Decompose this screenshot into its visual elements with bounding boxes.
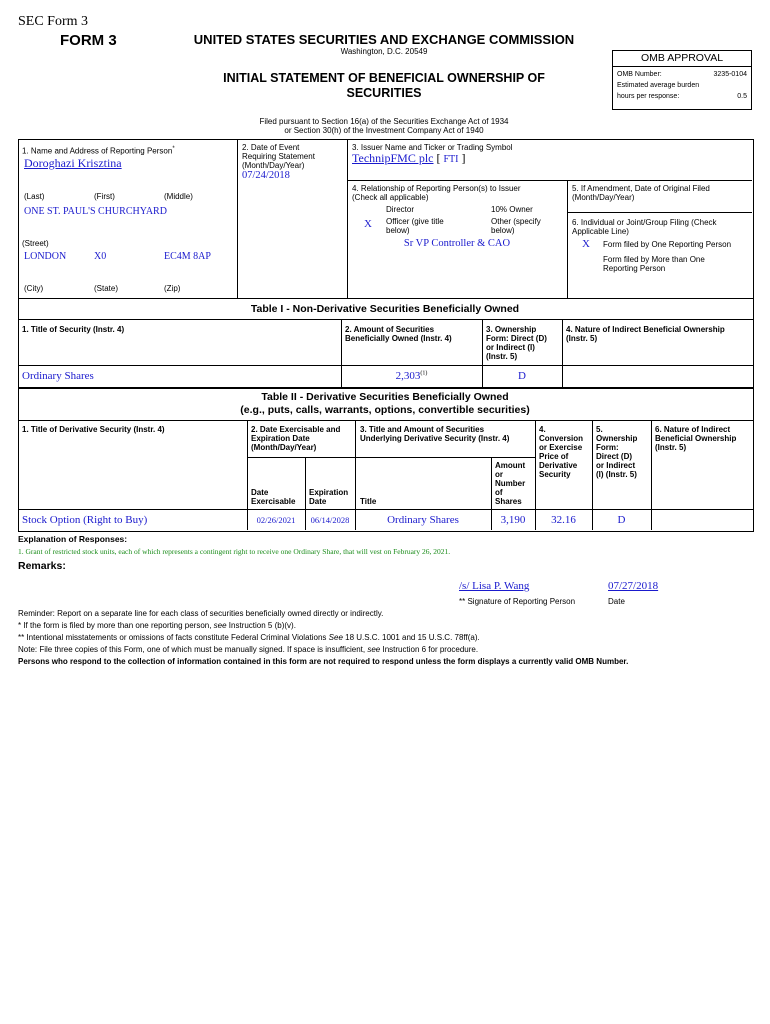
footer-line-4a: Note: File three copies of this Form, one of which must be manually signed. If space is insufficient, — [18, 645, 368, 654]
footer-line-3c: 18 U.S.C. 1001 and 15 U.S.C. 78ff(a). — [342, 633, 480, 642]
footer-line-4c: Instruction 6 for procedure. — [380, 645, 479, 654]
last-label: (Last) — [24, 192, 45, 201]
form-title-line1: INITIAL STATEMENT OF BENEFICIAL OWNERSHIP OF — [223, 71, 545, 85]
t1-col-ownership-3: or Indirect (I) — [486, 343, 535, 352]
event-label-3: (Month/Day/Year) — [242, 161, 305, 170]
footer-line-5: Persons who respond to the collection of information contained in this form are not required to respond unless the form displays a currently valid OMB Number. — [18, 657, 629, 666]
t1-col-ownership-2: Form: Direct (D) — [486, 334, 547, 343]
t2-col-title: 1. Title of Derivative Security (Instr. 4) — [22, 425, 165, 434]
t2-col-price — [539, 425, 583, 479]
one-person-label: Form filed by One Reporting Person — [603, 240, 732, 249]
issuer-value: TechnipFMC plc [ FTI ] — [352, 151, 466, 165]
form-label: FORM 3 — [60, 32, 117, 49]
t2-col-ownership-5: or Indirect — [596, 461, 636, 470]
event-date-label — [242, 143, 315, 170]
t1-col-nature-2: (Instr. 5) — [566, 334, 598, 343]
footer-line-4 — [18, 644, 758, 656]
other-label — [491, 217, 541, 235]
t1-col-amount — [345, 325, 452, 343]
t2-col-dates-1: 2. Date Exercisable and — [251, 425, 341, 434]
omb-number-label: OMB Number: — [617, 71, 662, 78]
issuer-label: 3. Issuer Name and Ticker or Trading Symbol — [352, 143, 513, 152]
signature-date: 07/27/2018 — [608, 580, 659, 592]
t2-sub-amount-5: Shares — [495, 497, 522, 506]
event-label-1: 2. Date of Event — [242, 143, 300, 152]
t2-col-dates-2: Expiration Date — [251, 434, 310, 443]
reporting-person-star: * — [172, 146, 175, 152]
state-label: (State) — [94, 284, 119, 293]
officer-checkmark[interactable]: X — [364, 218, 372, 230]
t2-col-ownership-1: 5. — [596, 425, 603, 434]
footer-line-2b: see — [213, 621, 227, 630]
t2-col-price-3: or Exercise — [539, 443, 583, 452]
t2-col-ownership-2: Ownership — [596, 434, 638, 443]
t2-sub-date-exercisable — [251, 488, 295, 506]
t2-row-underlying-title: Ordinary Shares — [387, 514, 459, 526]
t1-row-title: Ordinary Shares — [22, 370, 94, 382]
event-date-value: 07/24/2018 — [242, 170, 290, 181]
relationship-label-1: 4. Relationship of Reporting Person(s) to Issuer — [352, 184, 521, 193]
footer-notes — [18, 608, 758, 668]
explanation-heading: Explanation of Responses: — [18, 534, 128, 544]
more-person-label-2: Reporting Person — [603, 264, 666, 273]
omb-title: OMB APPROVAL — [613, 51, 751, 67]
filed-pursuant — [178, 117, 590, 135]
footer-line-2c: Instruction 5 (b)(v). — [226, 621, 296, 630]
t2-sub-amount-1: Amount — [495, 461, 526, 470]
omb-number-value: 3235-0104 — [713, 71, 747, 78]
amendment-label-1: 5. If Amendment, Date of Original Filed — [572, 184, 710, 193]
t1-col-amount-1: 2. Amount of Securities — [345, 325, 435, 334]
t2-sub-expiration — [309, 488, 348, 506]
table-2-title — [18, 391, 752, 417]
explanation-note-1: 1. Grant of restricted stock units, each of which represents a contingent right to receive one Ordinary Share, that will vest on February 26, 2021. — [18, 547, 451, 556]
t1-col-ownership — [486, 325, 547, 361]
t2-col-price-1: 4. — [539, 425, 546, 434]
t2-sub-amount — [495, 461, 525, 506]
street-value: ONE ST. PAUL'S CHURCHYARD — [24, 206, 167, 217]
footer-line-3 — [18, 632, 758, 644]
t1-row-amount-value: 2,303 — [395, 370, 421, 382]
t2-col-nature-1: 6. Nature of Indirect — [655, 425, 731, 434]
t2-row-form: D — [617, 514, 626, 526]
t2-col-ownership-3: Form: — [596, 443, 619, 452]
officer-label-2: below) — [386, 226, 410, 235]
amendment-label-2: (Month/Day/Year) — [572, 193, 635, 202]
form-title — [178, 71, 590, 101]
t2-col-price-6: Security — [539, 470, 571, 479]
sec-form-label: SEC Form 3 — [18, 14, 89, 29]
t2-col-ownership — [596, 425, 637, 479]
t2-sub-title: Title — [360, 497, 377, 506]
issuer-name-link[interactable]: TechnipFMC plc — [352, 151, 434, 165]
more-person-label — [603, 255, 705, 273]
t1-col-ownership-1: 3. Ownership — [486, 325, 537, 334]
ten-pct-label: 10% Owner — [491, 205, 533, 214]
date-label: Date — [608, 597, 625, 606]
t1-col-title: 1. Title of Security (Instr. 4) — [22, 325, 125, 334]
city-label: (City) — [24, 284, 44, 293]
t2-col-dates — [251, 425, 340, 452]
group-filing-label — [572, 218, 717, 236]
amendment-label — [572, 184, 710, 202]
zip-value: EC4M 8AP — [164, 251, 211, 262]
t2-col-ownership-6: (I) (Instr. 5) — [596, 470, 637, 479]
footer-line-1: Reminder: Report on a separate line for each class of securities beneficially owned directly or indirectly. — [18, 609, 384, 618]
reporting-person-label-text: 1. Name and Address of Reporting Person — [22, 146, 173, 156]
t2-sub-amount-2: or — [495, 470, 503, 479]
t2-sub-date-ex-1: Date — [251, 488, 269, 497]
agency-city: Washington, D.C. 20549 — [340, 47, 428, 56]
event-label-2: Requiring Statement — [242, 152, 315, 161]
t1-col-ownership-4: (Instr. 5) — [486, 352, 518, 361]
omb-approval-box — [612, 50, 752, 110]
form-title-line2: SECURITIES — [346, 86, 422, 100]
t2-row-exercisable: 02/26/2021 — [256, 515, 296, 525]
filed-line1: Filed pursuant to Section 16(a) of the Securities Exchange Act of 1934 — [259, 117, 509, 126]
footer-line-4b: see — [367, 645, 381, 654]
more-person-label-1: Form filed by More than One — [603, 255, 705, 264]
remarks-heading: Remarks: — [18, 560, 66, 572]
t1-row-footnote[interactable]: (1) — [420, 370, 428, 377]
first-label: (First) — [94, 192, 115, 201]
t2-col-price-5: Derivative — [539, 461, 578, 470]
t2-sub-exp-1: Expiration — [309, 488, 349, 497]
omb-hours-label: hours per response: — [617, 93, 680, 100]
director-label: Director — [386, 205, 415, 214]
t1-row-amount — [341, 370, 482, 382]
table-1-title: Table I - Non-Derivative Securities Beneficially Owned — [250, 303, 520, 315]
t1-row-form: D — [518, 370, 526, 382]
t2-sub-amount-4: of — [495, 488, 503, 497]
t2-col-dates-3: (Month/Day/Year) — [251, 443, 317, 452]
t1-col-nature-1: 4. Nature of Indirect Beneficial Ownership — [566, 325, 725, 334]
t2-col-underlying — [360, 425, 509, 443]
t2-row-price: 32.16 — [551, 514, 576, 526]
footer-line-3b: See — [328, 633, 343, 642]
t2-row-amount: 3,190 — [500, 514, 526, 526]
footer-line-2a: * If the form is filed by more than one reporting person, — [18, 621, 214, 630]
t2-col-underlying-2: Underlying Derivative Security (Instr. 4) — [360, 434, 510, 443]
issuer-ticker: FTI — [443, 154, 459, 165]
omb-burden-label: Estimated average burden — [617, 82, 700, 89]
t2-sub-amount-3: Number — [495, 479, 526, 488]
relationship-label-2: (Check all applicable) — [352, 193, 429, 202]
other-label-2: below) — [491, 226, 515, 235]
officer-label-1: Officer (give title — [386, 217, 444, 226]
middle-label: (Middle) — [164, 192, 193, 201]
t2-row-title: Stock Option (Right to Buy) — [22, 514, 148, 526]
filed-line2: or Section 30(h) of the Investment Company Act of 1940 — [284, 126, 484, 135]
footer-line-3a: ** Intentional misstatements or omissions of facts constitute Federal Criminal Violations — [18, 633, 329, 642]
t1-col-nature — [566, 325, 725, 343]
group-filing-label-1: 6. Individual or Joint/Group Filing (Check — [572, 218, 717, 227]
group-filing-label-2: Applicable Line) — [572, 227, 629, 236]
other-label-1: Other (specify — [491, 217, 541, 226]
relationship-label — [352, 184, 521, 202]
t2-col-nature-2: Beneficial Ownership — [655, 434, 737, 443]
t2-col-underlying-1: 3. Title and Amount of Securities — [360, 425, 485, 434]
t2-col-price-2: Conversion — [539, 434, 584, 443]
zip-label: (Zip) — [164, 284, 181, 293]
agency-title: UNITED STATES SECURITIES AND EXCHANGE COMMISSION — [193, 32, 575, 47]
signature-name: /s/ Lisa P. Wang — [459, 580, 530, 592]
footer-line-2 — [18, 620, 758, 632]
officer-title-value: Sr VP Controller & CAO — [403, 238, 511, 249]
city-value: LONDON — [24, 251, 67, 262]
t2-col-nature — [655, 425, 736, 452]
t2-sub-date-ex-2: Exercisable — [251, 497, 296, 506]
t2-sub-exp-2: Date — [309, 497, 327, 506]
one-person-checkmark[interactable]: X — [582, 238, 590, 250]
t2-col-ownership-4: Direct (D) — [596, 452, 633, 461]
table-2-title-2: (e.g., puts, calls, warrants, options, convertible securities) — [240, 404, 530, 416]
table-2-title-1: Table II - Derivative Securities Beneficially Owned — [261, 391, 509, 403]
street-label: (Street) — [22, 239, 49, 248]
omb-hours-value: 0.5 — [737, 93, 747, 100]
officer-label — [386, 217, 444, 235]
signature-label: ** Signature of Reporting Person — [459, 597, 576, 606]
reporting-person-name[interactable]: Doroghazi Krisztina — [24, 156, 122, 170]
t2-col-nature-3: (Instr. 5) — [655, 443, 687, 452]
t2-row-expiration: 06/14/2028 — [310, 515, 350, 525]
reporting-person-label — [22, 145, 175, 156]
state-value: X0 — [94, 251, 107, 262]
t1-col-amount-2: Beneficially Owned (Instr. 4) — [345, 334, 452, 343]
t2-col-price-4: Price of — [539, 452, 569, 461]
